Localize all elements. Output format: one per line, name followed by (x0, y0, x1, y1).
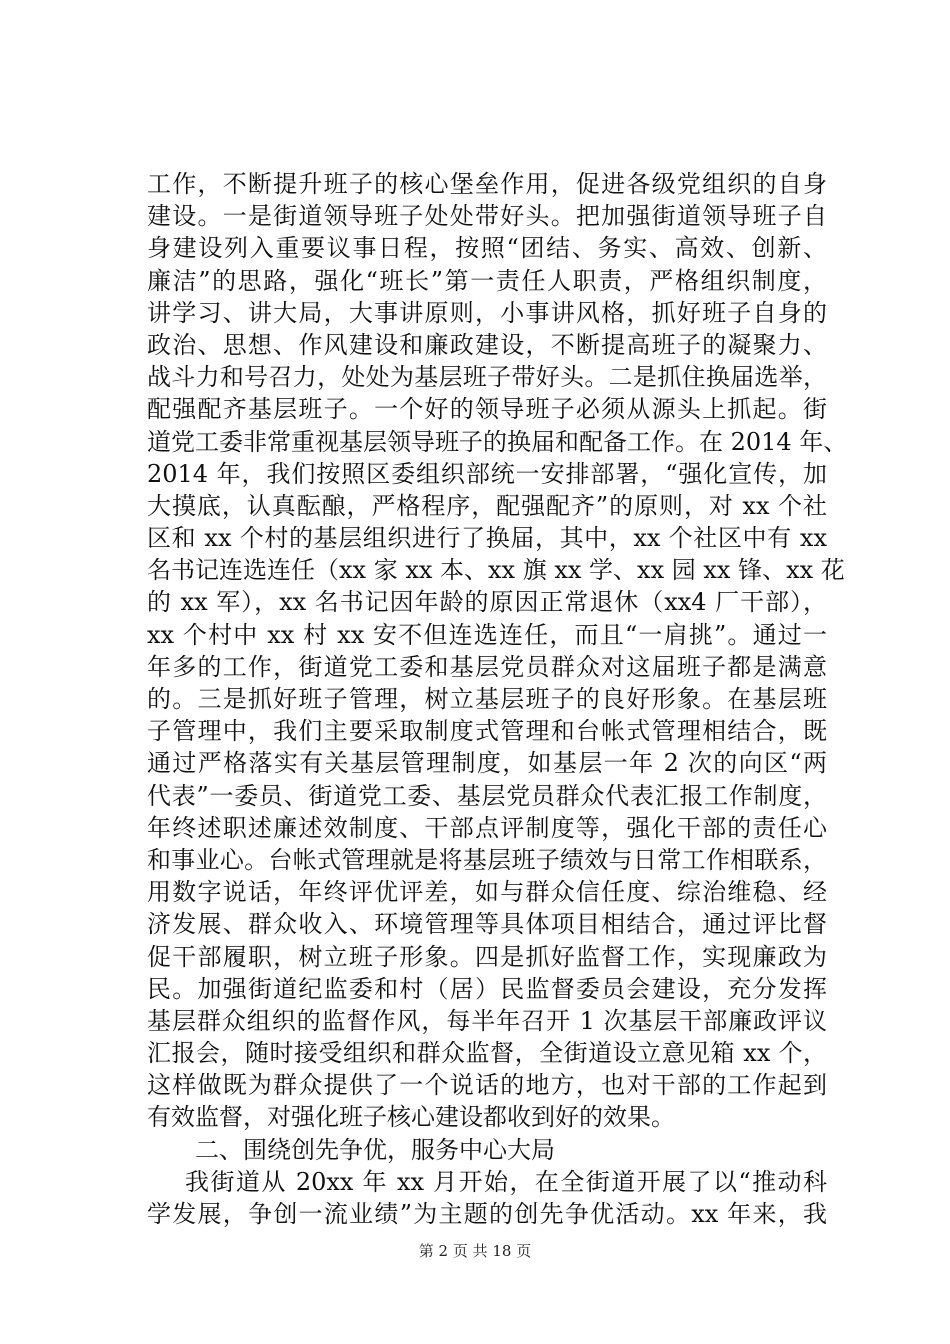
paragraph-line: 这样做既为群众提供了一个说话的地方，也对干部的工作起到 (147, 1071, 827, 1100)
paragraph-line: 大摸底，认真酝酿，严格程序，配强配齐”的原则，对 xx 个社 (147, 491, 827, 520)
paragraph-line: 区和 xx 个村的基层组织进行了换届，其中，xx 个社区中有 xx (147, 524, 827, 553)
paragraph-line: 通过严格落实有关基层管理制度，如基层一年 2 次的向区“两 (147, 749, 827, 778)
paragraph-line: 汇报会，随时接受组织和群众监督，全街道设立意见箱 xx 个， (147, 1039, 827, 1068)
page-footer (0, 1240, 950, 1261)
paragraph-line: 年多的工作，街道党工委和基层党员群众对这届班子都是满意 (147, 652, 827, 681)
paragraph-line: 子管理中，我们主要采取制度式管理和台帐式管理相结合，既 (147, 717, 827, 746)
paragraph-line: 年终述职述廉述效制度、干部点评制度等，强化干部的责任心 (147, 813, 827, 842)
paragraph-line: 我街道从 20xx 年 xx 月开始，在全街道开展了以“推动科 (185, 1167, 827, 1196)
paragraph-line: xx 个村中 xx 村 xx 安不但连选连任，而且“一肩挑”。通过一 (147, 620, 827, 649)
paragraph-line: 建设。一是街道领导班子处处带好头。把加强街道领导班子自 (147, 202, 827, 231)
paragraph-line: 身建设列入重要议事日程，按照“团结、务实、高效、创新、 (147, 234, 827, 263)
paragraph-line: 讲学习、讲大局，大事讲原则，小事讲风格，抓好班子自身的 (147, 298, 827, 327)
paragraph-line: 民。加强街道纪监委和村（居）民监督委员会建设，充分发挥 (147, 974, 827, 1003)
paragraph-line: 有效监督，对强化班子核心建设都收到好的效果。 (147, 1103, 675, 1132)
page-number: 第 2 页 共 18 页 (418, 1242, 532, 1260)
paragraph-line: 政治、思想、作风建设和廉政建设，不断提高班子的凝聚力、 (147, 330, 827, 359)
paragraph-line: 名书记连选连任（xx 家 xx 本、xx 旗 xx 学、xx 园 xx 锋、xx 花 (147, 556, 845, 585)
paragraph-line: 2014 年，我们按照区委组织部统一安排部署，“强化宣传，加 (147, 459, 827, 488)
paragraph-line: 的 xx 军），xx 名书记因年龄的原因正常退休（xx4 厂干部）， (147, 588, 827, 617)
paragraph-line: 学发展，争创一流业绩”为主题的创先争优活动。xx 年来，我 (147, 1200, 827, 1228)
paragraph-line: 廉洁”的思路，强化“班长”第一责任人职责，严格组织制度， (147, 266, 827, 295)
paragraph-line: 代表”一委员、街道党工委、基层党员群众代表汇报工作制度， (147, 781, 827, 810)
paragraph-line: 的。三是抓好班子管理，树立基层班子的良好形象。在基层班 (147, 685, 827, 713)
paragraph-line: 工作，不断提升班子的核心堡垒作用，促进各级党组织的自身 (147, 170, 827, 198)
paragraph-line: 配强配齐基层班子。一个好的领导班子必须从源头上抓起。街 (147, 395, 827, 424)
paragraph-line: 和事业心。台帐式管理就是将基层班子绩效与日常工作相联系， (147, 845, 827, 874)
paragraph-line: 促干部履职，树立班子形象。四是抓好监督工作，实现廉政为 (147, 942, 827, 971)
paragraph-line: 基层群众组织的监督作风，每半年召开 1 次基层干部廉政评议 (147, 1006, 827, 1035)
paragraph-line: 济发展、群众收入、环境管理等具体项目相结合，通过评比督 (147, 910, 827, 939)
document-body (147, 168, 848, 1230)
paragraph-line: 道党工委非常重视基层领导班子的换届和配备工作。在 2014 年、 (147, 427, 848, 456)
paragraph-line: 战斗力和号召力，处处为基层班子带好头。二是抓住换届选举， (147, 363, 827, 392)
section-heading: 二、围绕创先争优，服务中心大局 (195, 1135, 555, 1164)
paragraph-line: 用数字说话，年终评优评差，如与群众信任度、综治维稳、经 (147, 878, 827, 907)
